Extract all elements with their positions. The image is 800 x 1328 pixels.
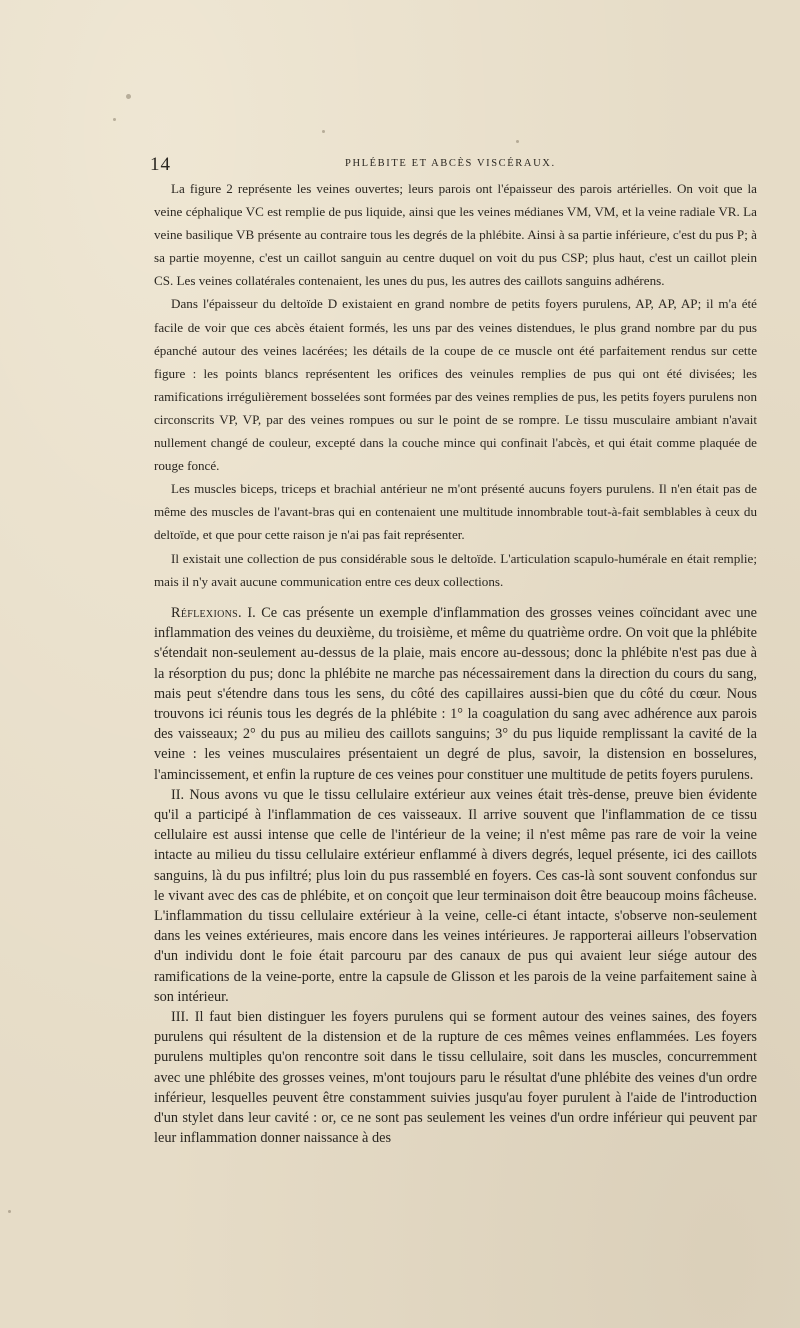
paragraph: Il existait une collection de pus considérable sous le deltoïde. L'articulation scapulo-humérale en était remplie; mais il n'y avait aucune communication entre ces deux collections. — [154, 550, 757, 589]
paragraph: III. Il faut bien distinguer les foyers purulens qui se forment autour des veines saines, des foyers purulens qui résultent de la distension et de la rupture de ces mêmes veines enflammées. Les foyers purulens multiples qu'on rencontre soit dans le tissu cellulaire, soit dans les muscles, concurremment avec une phlébite des grosses veines, m'ont toujours paru le résultat d'une phlébite des veines d'un ordre inférieur, lesquelles peuvent être constamment suivies jusqu'au foyer purulent à l'aide de l'introduction d'un stylet dans leur cavité : or, ce ne sont pas seulement les veines d'un ordre inférieur qui peuvent par leur inflammation donner naissance à des — [154, 1009, 757, 1147]
paper-speck — [516, 140, 519, 143]
paragraph: Dans l'épaisseur du deltoïde D existaient en grand nombre de petits foyers purulens, AP, AP, AP; il m'a été facile de voir que ces abcès étaient formés, les uns par des veines distendues, le plus grand nombre par du pus épanché autour des veines lacérées; les détails de la coupe de ce muscle ont été parfaitement rendus sur cette figure : les points blancs représentent les orifices des veinules remplies de pus qui ont été divisées; les ramifications irrégulièrement bosselées sont formées par des veines remplies de pus, les petits foyers purulens non circonscrits VP, VP, par des veines rompues ou sur le point de se rompre. Le tissu musculaire ambiant n'avait nullement changé de couleur, excepté dans la couche mince qui confinait l'abcès, et qui était comme plaquée de rouge foncé. — [154, 296, 757, 474]
paper-speck — [322, 130, 325, 133]
paper-speck — [113, 118, 116, 121]
paragraph: Les muscles biceps, triceps et brachial antérieur ne m'ont présenté aucuns foyers purulens. Il n'en était pas de même des muscles de l'avant-bras qui en contenaient une multitude innombrable tout-à-fait semblables à ceux du deltoïde, et que pour cette raison je n'ai pas fait représenter. — [154, 481, 757, 543]
page-number: 14 — [150, 154, 171, 175]
reflexions-text — [154, 603, 757, 1148]
paragraph: II. Nous avons vu que le tissu cellulaire extérieur aux veines était très-dense, preuve bien évidente qu'il a participé à l'inflammation de ces vaisseaux. Il arrive souvent que l'inflammation de ce tissu cellulaire est aussi intense que celle de l'intérieur de la veine; il n'est même pas rare de voir la veine intacte au milieu du tissu cellulaire extérieur enflammé à divers degrés, lequel présente, ici des caillots sanguins, là du pus infiltré; plus loin du pus rassemblé en foyers. Ces cas-là sont souvent confondus sur le vivant avec des cas de phlébite, et on conçoit que leur terminaison doit être beaucoup moins fâcheuse. L'inflammation du tissu cellulaire extérieur à la veine, celle-ci étant intacte, s'observe non-seulement dans les veines extérieures, mais encore dans les veines intérieures. Je rapporterai ailleurs l'observation d'un individu dont le foie était parcouru par des canaux de pus qui avaient leur siége autour des ramifications de la veine-porte, entre la capsule de Glisson et les parois de la veine parfaitement saine à son intérieur. — [154, 786, 757, 1005]
paper-speck — [8, 1210, 11, 1213]
paragraph-text: I. Ce cas présente un exemple d'inflammation des grosses veines coïncidant avec une inflammation des veines du deuxième, du troisième, et même du quatrième ordre. On voit que la phlébite s'étendait non-seulement au-dessus de la plaie, mais encore au-dessous; donc la phlébite n'est pas due à la résorption du pus; donc la phlébite ne marche pas nécessairement dans la direction du cours du sang, mais peut s'étendre dans tous les sens, du côté des capillaires aussi-bien que du côté du cœur. Nous trouvons ici réunis tous les degrés de la phlébite : 1° la coagulation du sang avec adhérence aux parois des vaisseaux; 2° du pus au milieu des caillots sanguins; 3° du pus liquide remplissant la cavité de la veine : les veines musculaires présentaient un degré de plus, savoir, la distension en bosselures, l'amincissement, et enfin la rupture de ces veines pour constituer une multitude de petits foyers purulens. — [154, 605, 757, 783]
paper-speck — [126, 94, 131, 99]
paragraph: La figure 2 représente les veines ouvertes; leurs parois ont l'épaisseur des parois artérielles. On voit que la veine céphalique VC est remplie de pus liquide, ainsi que les veines médianes VM, VM, et la veine radiale VR. La veine basilique VB présente au contraire tous les degrés de la phlébite. Ainsi à sa partie inférieure, c'est du pus P; à sa partie moyenne, c'est un caillot sanguin au centre duquel on voit du pus CSP; plus haut, c'est un caillot plein CS. Les veines collatérales contenaient, les unes du pus, les autres des caillots sanguins adhérens. — [154, 181, 757, 289]
paragraph — [154, 603, 757, 785]
running-head — [150, 154, 760, 178]
observation-text — [154, 177, 757, 593]
reflexions-heading: Réflexions. — [171, 605, 242, 621]
running-title: PHLÉBITE ET ABCÈS VISCÉRAUX. — [345, 158, 556, 169]
